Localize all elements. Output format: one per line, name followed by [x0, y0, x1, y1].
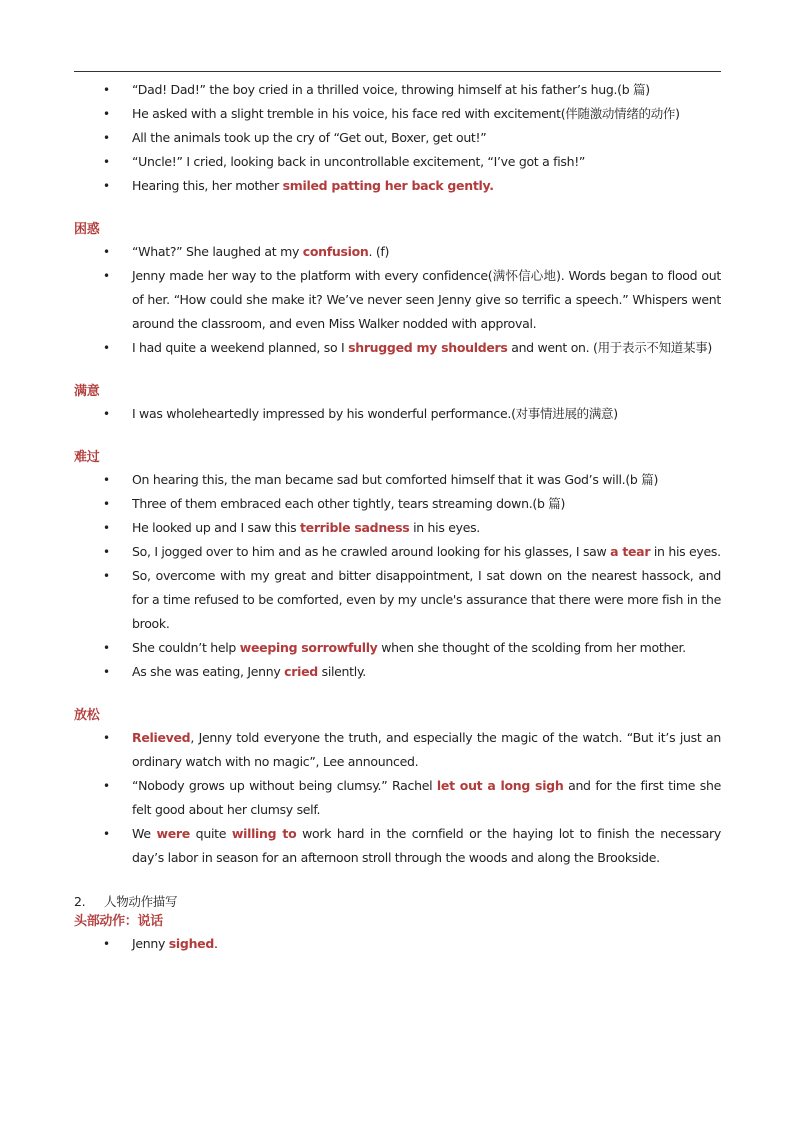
highlight-phrase: were [156, 826, 190, 841]
example-sentence [74, 660, 721, 684]
sentence-text: and went on. (用于表示不知道某事) [507, 340, 712, 355]
section-example-list [74, 468, 721, 684]
bullet-icon: • [103, 407, 110, 421]
bullet-icon: • [103, 665, 110, 679]
document-body [74, 78, 721, 956]
sentence-text: All the animals took up the cry of “Get out, Boxer, get out!” [132, 130, 487, 145]
highlight-phrase: a tear [610, 544, 651, 559]
bullet-icon: • [103, 497, 110, 511]
bullet-icon: • [103, 569, 110, 583]
sentence-text: “What?” She laughed at my [132, 244, 303, 259]
section-title: 难过 [74, 450, 100, 465]
bullet-icon: • [103, 545, 110, 559]
highlight-phrase: sighed [168, 936, 214, 951]
example-sentence [74, 516, 721, 540]
header-rule [74, 71, 721, 72]
example-sentence [74, 932, 721, 956]
sentence-text: “Uncle!” I cried, looking back in uncontrollable excitement, “I’ve got a fish!” [132, 154, 586, 169]
highlight-phrase: let out a long sigh [436, 778, 564, 793]
bullet-icon: • [103, 641, 110, 655]
section-title: 困惑 [74, 222, 100, 237]
example-sentence [74, 540, 721, 564]
section-example-list [74, 402, 721, 426]
bullet-icon: • [103, 341, 110, 355]
sentence-text: Three of them embraced each other tightly, tears streaming down.(b 篇) [132, 496, 566, 511]
bullet-icon: • [103, 521, 110, 535]
example-sentence [74, 240, 721, 264]
bullet-icon: • [103, 131, 110, 145]
bullet-icon: • [103, 473, 110, 487]
example-sentence [74, 822, 721, 870]
sentence-text: “Dad! Dad!” the boy cried in a thrilled voice, throwing himself at his father’s hug.(b 篇) [132, 82, 650, 97]
example-sentence [74, 150, 721, 174]
emotion-sections [74, 198, 721, 870]
sentence-text: He asked with a slight tremble in his voice, his face red with excitement(伴随激动情绪的动作) [132, 106, 680, 121]
heading-number: 2. [74, 894, 86, 909]
bullet-icon: • [103, 155, 110, 169]
sentence-text: . (f) [368, 244, 390, 259]
example-sentence [74, 564, 721, 636]
example-sentence [74, 468, 721, 492]
highlight-phrase: smiled patting her back gently. [282, 178, 494, 193]
example-sentence [74, 78, 721, 102]
sentence-text: in his eyes. [650, 544, 721, 559]
bullet-icon: • [103, 107, 110, 121]
bullet-icon: • [103, 179, 110, 193]
example-sentence [74, 492, 721, 516]
highlight-phrase: willing to [231, 826, 297, 841]
example-sentence [74, 774, 721, 822]
sentence-text: “Nobody grows up without being clumsy.” Rachel [132, 778, 437, 793]
sentence-text: , Jenny told everyone the truth, and especially the magic of the watch. “But it’s just an ordinary watch with no magic”, Lee announced. [132, 730, 721, 769]
bullet-icon: • [103, 83, 110, 97]
bullet-icon: • [103, 245, 110, 259]
sentence-text: . [214, 936, 218, 951]
example-sentence [74, 636, 721, 660]
sentence-text: I had quite a weekend planned, so I [132, 340, 349, 355]
sentence-text: when she thought of the scolding from her mother. [377, 640, 686, 655]
intro-example-list [74, 78, 721, 198]
example-sentence [74, 402, 721, 426]
sentence-text: I was wholeheartedly impressed by his wonderful performance.(对事情进展的满意) [132, 406, 618, 421]
sentence-text: She couldn’t help [132, 640, 240, 655]
highlight-phrase: confusion [302, 244, 369, 259]
sentence-text: silently. [317, 664, 366, 679]
highlight-phrase: shrugged my shoulders [348, 340, 508, 355]
sentence-text: and for the first time she felt good about her clumsy self. [132, 778, 721, 817]
sentence-text: On hearing this, the man became sad but comforted himself that it was God’s will.(b 篇) [132, 472, 659, 487]
example-sentence [74, 336, 721, 360]
example-sentence [74, 726, 721, 774]
heading-text: 人物动作描写 [104, 894, 178, 909]
sentence-text: As she was eating, Jenny [132, 664, 285, 679]
sentence-text: quite [189, 826, 232, 841]
example-sentence [74, 102, 721, 126]
example-sentence [74, 264, 721, 336]
bullet-icon: • [103, 731, 110, 745]
section-example-list [74, 726, 721, 870]
highlight-phrase: terrible sadness [299, 520, 410, 535]
bullet-icon: • [103, 269, 110, 283]
highlight-phrase: cried [284, 664, 318, 679]
subsection-title: 头部动作：说话 [74, 914, 163, 929]
sentence-text: Hearing this, her mother [132, 178, 283, 193]
bullet-icon: • [103, 779, 110, 793]
sentence-text: We [132, 826, 157, 841]
sentence-text: work hard in the cornfield or the haying lot to finish the necessary day’s labor in season for an afternoon stroll through the woods and along the Brookside. [132, 826, 721, 865]
sentence-text: So, overcome with my great and bitter disappointment, I sat down on the nearest hassock, and for a time refused to be comforted, even by my uncle's assurance that there were more fish in the brook. [132, 568, 721, 631]
numbered-heading [74, 892, 721, 912]
subsection-example-list [74, 932, 721, 956]
section-title: 满意 [74, 384, 100, 399]
sentence-text: He looked up and I saw this [132, 520, 300, 535]
sentence-text: in his eyes. [409, 520, 480, 535]
example-sentence [74, 126, 721, 150]
sentence-text: So, I jogged over to him and as he crawled around looking for his glasses, I saw [132, 544, 611, 559]
highlight-phrase: Relieved [132, 730, 191, 745]
example-sentence [74, 174, 721, 198]
sentence-text: Jenny made her way to the platform with every confidence(满怀信心地). Words began to flood out of her. “How could she make it? We’ve never seen Jenny give so terrific a speech.” Whispers went around the classroom, and even Miss Walker nodded with approval. [132, 268, 721, 331]
section-example-list [74, 240, 721, 360]
bullet-icon: • [103, 827, 110, 841]
sentence-text: Jenny [132, 936, 169, 951]
bullet-icon: • [103, 937, 110, 951]
highlight-phrase: weeping sorrowfully [239, 640, 378, 655]
section-title: 放松 [74, 708, 100, 723]
